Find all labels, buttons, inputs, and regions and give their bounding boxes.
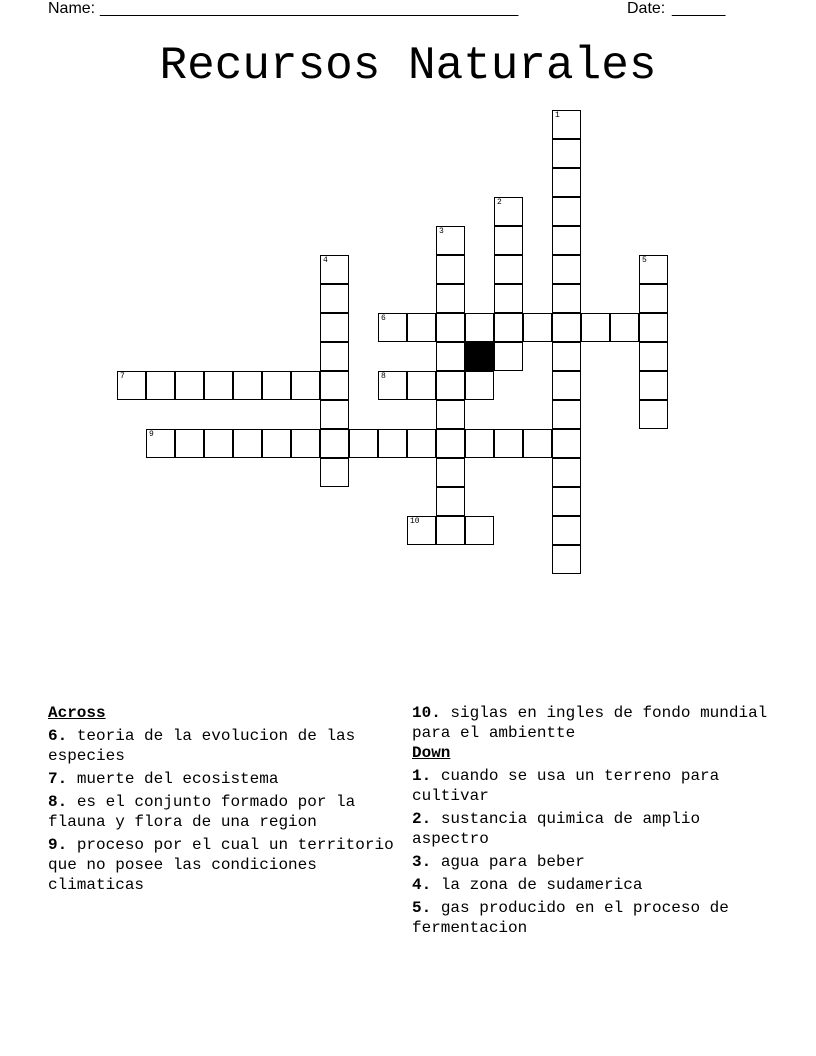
crossword-cell[interactable]	[146, 429, 175, 458]
crossword-cell[interactable]	[436, 487, 465, 516]
crossword-cell[interactable]	[320, 371, 349, 400]
crossword-cell[interactable]	[465, 516, 494, 545]
cell-number: 1	[555, 111, 560, 120]
clue-text: cuando se usa un terreno para cultivar	[412, 767, 720, 805]
crossword-cell[interactable]	[523, 313, 552, 342]
clue-text: proceso por el cual un territorio que no posee las condiciones climaticas	[48, 836, 394, 894]
crossword-cell[interactable]	[436, 313, 465, 342]
crossword-cell[interactable]	[494, 429, 523, 458]
cell-number: 6	[381, 314, 386, 323]
crossword-cell[interactable]	[262, 429, 291, 458]
crossword-cell[interactable]	[320, 458, 349, 487]
crossword-cell[interactable]	[175, 371, 204, 400]
clue-text: sustancia quimica de amplio aspectro	[412, 810, 701, 848]
crossword-cell[interactable]	[494, 342, 523, 371]
crossword-cell[interactable]	[320, 313, 349, 342]
crossword-cell[interactable]	[436, 255, 465, 284]
crossword-cell[interactable]	[465, 313, 494, 342]
crossword-cell[interactable]	[639, 342, 668, 371]
name-line: _______________________________________________	[100, 0, 519, 17]
clue-text: muerte del ecosistema	[76, 770, 279, 788]
crossword-cell[interactable]	[552, 545, 581, 574]
clues-column-right	[412, 703, 772, 938]
crossword-cell[interactable]	[552, 342, 581, 371]
down-heading: Down	[412, 744, 451, 762]
crossword-cell[interactable]	[610, 313, 639, 342]
down-clue	[412, 875, 772, 895]
across-clue	[48, 835, 396, 895]
crossword-cell[interactable]	[117, 371, 146, 400]
crossword-cell[interactable]	[552, 197, 581, 226]
crossword-cell[interactable]	[204, 429, 233, 458]
across-clue	[412, 703, 772, 743]
clue-number: 1.	[412, 767, 432, 785]
crossword-cell[interactable]	[552, 168, 581, 197]
crossword-cell[interactable]	[494, 313, 523, 342]
cell-number: 10	[410, 517, 420, 526]
crossword-cell[interactable]	[552, 139, 581, 168]
clue-number: 6.	[48, 727, 68, 745]
cell-number: 2	[497, 198, 502, 207]
crossword-cell[interactable]	[320, 255, 349, 284]
crossword-cell[interactable]	[639, 371, 668, 400]
clue-text: la zona de sudamerica	[440, 876, 643, 894]
crossword-cell[interactable]	[494, 197, 523, 226]
down-clue	[412, 852, 772, 872]
crossword-cell[interactable]	[552, 516, 581, 545]
across-clue	[48, 792, 396, 832]
clue-text: gas producido en el proceso de fermentacion	[412, 899, 729, 937]
down-clue	[412, 766, 772, 806]
clue-number: 8.	[48, 793, 68, 811]
crossword-cell[interactable]	[262, 371, 291, 400]
crossword-cell[interactable]	[465, 371, 494, 400]
crossword-cell[interactable]	[552, 487, 581, 516]
clue-text: es el conjunto formado por la flauna y flora de una region	[48, 793, 356, 831]
crossword-cell[interactable]	[552, 400, 581, 429]
crossword-cell[interactable]	[291, 371, 320, 400]
clue-number: 10.	[412, 704, 441, 722]
crossword-cell[interactable]	[320, 400, 349, 429]
crossword-cell[interactable]	[494, 255, 523, 284]
crossword-cell[interactable]	[436, 516, 465, 545]
date-label: Date:	[627, 0, 666, 17]
crossword-cell[interactable]	[407, 313, 436, 342]
crossword-cell[interactable]	[175, 429, 204, 458]
crossword-cell[interactable]	[233, 429, 262, 458]
name-label: Name:	[48, 0, 96, 17]
crossword-cell[interactable]	[320, 284, 349, 313]
clue-number: 7.	[48, 770, 68, 788]
crossword-cell[interactable]	[639, 400, 668, 429]
crossword-cell[interactable]	[639, 284, 668, 313]
crossword-cell[interactable]	[436, 284, 465, 313]
crossword-cell[interactable]	[465, 429, 494, 458]
across-clue	[48, 726, 396, 766]
clue-number: 5.	[412, 899, 432, 917]
crossword-cell[interactable]	[291, 429, 320, 458]
crossword-cell[interactable]	[436, 400, 465, 429]
crossword-cell[interactable]	[552, 458, 581, 487]
crossword-cell[interactable]	[552, 429, 581, 458]
crossword-cell[interactable]	[407, 371, 436, 400]
crossword-cell[interactable]	[552, 110, 581, 139]
cell-number: 7	[120, 372, 125, 381]
cell-number: 9	[149, 430, 154, 439]
cell-number: 5	[642, 256, 647, 265]
page-title: Recursos Naturales	[159, 40, 657, 92]
crossword-cell[interactable]	[552, 371, 581, 400]
crossword-cell[interactable]	[146, 371, 175, 400]
across-clue	[48, 769, 396, 789]
crossword-cell[interactable]	[436, 342, 465, 371]
clue-text: teoria de la evolucion de las especies	[48, 727, 356, 765]
crossword-cell[interactable]	[494, 284, 523, 313]
down-clue	[412, 898, 772, 938]
clues-column-left	[48, 703, 396, 895]
crossword-cell[interactable]	[349, 429, 378, 458]
crossword-cell[interactable]	[378, 313, 407, 342]
crossword-cell[interactable]	[436, 371, 465, 400]
crossword-cell[interactable]	[436, 226, 465, 255]
crossword-cell[interactable]	[233, 371, 262, 400]
crossword-cell[interactable]	[523, 429, 552, 458]
crossword-cell[interactable]	[494, 226, 523, 255]
clue-text: siglas en ingles de fondo mundial para el ambientte	[412, 704, 768, 742]
crossword-cell[interactable]	[436, 458, 465, 487]
crossword-cell[interactable]	[552, 255, 581, 284]
across-heading: Across	[48, 704, 106, 722]
crossword-cell[interactable]	[552, 284, 581, 313]
crossword-cell[interactable]	[581, 313, 610, 342]
crossword-cell[interactable]	[639, 255, 668, 284]
crossword-cell[interactable]	[552, 313, 581, 342]
crossword-cell[interactable]	[436, 429, 465, 458]
date-line: ______	[672, 0, 726, 17]
down-clue	[412, 809, 772, 849]
crossword-cell[interactable]	[407, 516, 436, 545]
crossword-cell[interactable]	[552, 226, 581, 255]
cell-number: 8	[381, 372, 386, 381]
cell-number: 3	[439, 227, 444, 236]
clue-number: 3.	[412, 853, 432, 871]
clue-text: agua para beber	[440, 853, 585, 871]
clue-number: 9.	[48, 836, 68, 854]
crossword-cell[interactable]	[407, 429, 436, 458]
crossword-cell[interactable]	[378, 429, 407, 458]
crossword-cell[interactable]	[320, 342, 349, 371]
clue-number: 2.	[412, 810, 432, 828]
crossword-cell[interactable]	[639, 313, 668, 342]
crossword-cell[interactable]	[320, 429, 349, 458]
clue-number: 4.	[412, 876, 432, 894]
crossword-cell[interactable]	[378, 371, 407, 400]
crossword-cell[interactable]	[204, 371, 233, 400]
black-square	[465, 342, 494, 371]
cell-number: 4	[323, 256, 328, 265]
